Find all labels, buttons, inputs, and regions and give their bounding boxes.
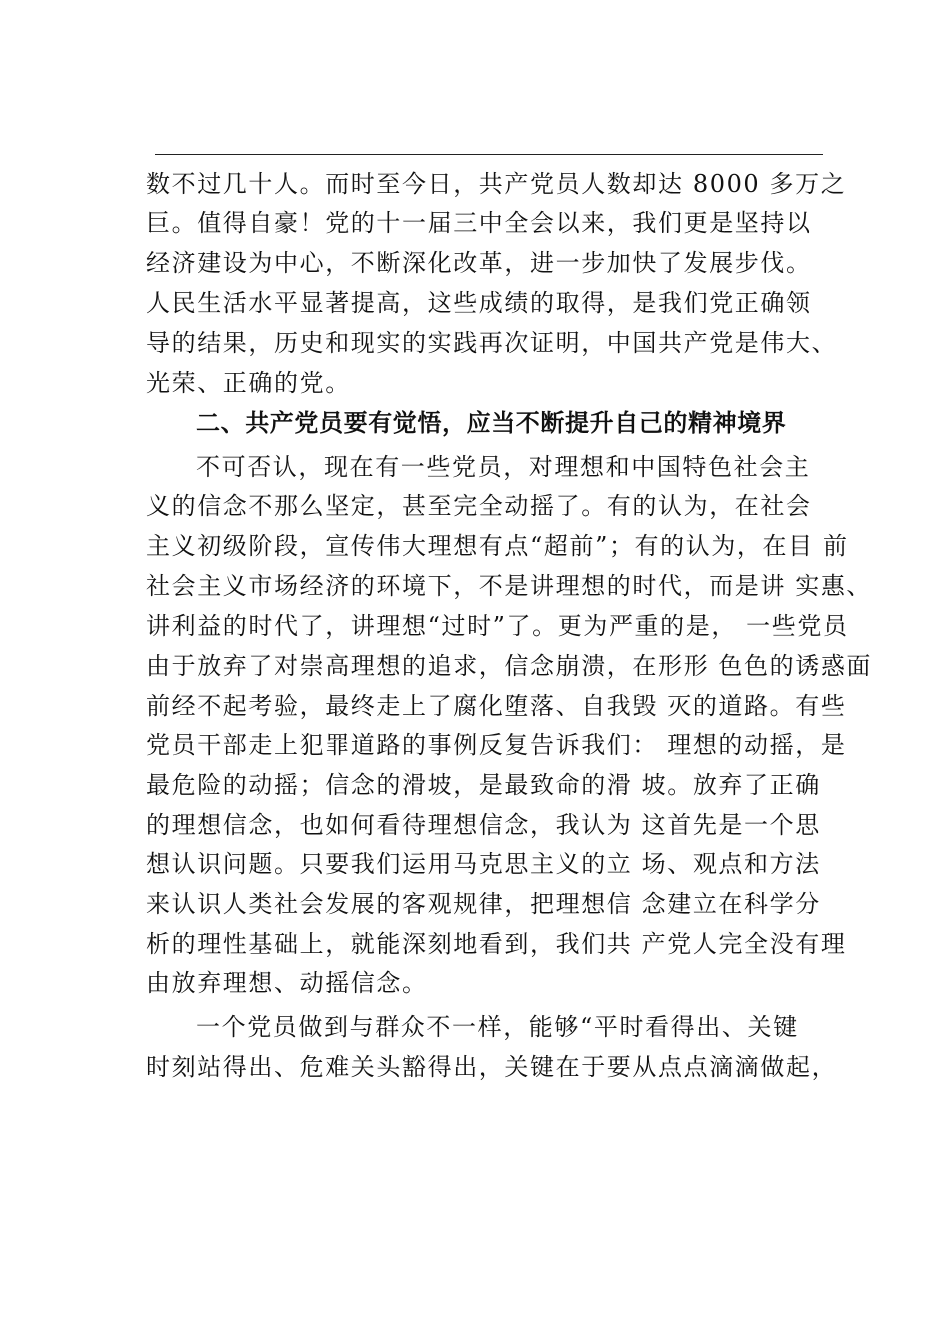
text-line: 主义初级阶段，宣传伟大理想有点“超前”；有的认为，在目 前 [146,532,849,560]
text-line: 析的理性基础上，就能深刻地看到，我们共 产党人完全没有理 [146,930,847,958]
text-line: 时刻站得出、危难关头豁得出，关键在于要从点点滴滴做起， [146,1053,838,1081]
text-line: 数不过几十人。而时至今日，共产党员人数却达 8000 多万之 [146,170,847,198]
section-heading: 二、共产党员要有觉悟，应当不断提升自己的精神境界 [196,409,787,437]
text-line: 党员干部走上犯罪道路的事例反复告诉我们： 理想的动摇，是 [146,731,847,759]
text-line: 一个党员做到与群众不一样，能够“平时看得出、关键 [196,1013,799,1041]
header-rule [155,154,823,155]
text-line: 由放弃理想、动摇信念。 [146,969,428,997]
text-line: 光荣、正确的党。 [146,369,351,397]
text-line: 前经不起考验，最终走上了腐化堕落、自我毁 灭的道路。有些 [146,692,847,720]
text-line: 由于放弃了对崇高理想的追求，信念崩溃，在形形 色色的诱惑面 [146,652,873,680]
text-line: 想认识问题。只要我们运用马克思主义的立 场、观点和方法 [146,850,821,878]
text-line: 最危险的动摇；信念的滑坡，是最致命的滑 坡。放弃了正确 [146,771,821,799]
text-line: 导的结果，历史和现实的实践再次证明，中国共产党是伟大、 [146,329,838,357]
text-line: 讲利益的时代了，讲理想“过时”了。更为严重的是， 一些党员 [146,612,849,640]
text-line: 的理想信念，也如何看待理想信念，我认为 这首先是一个思 [146,811,821,839]
text-line: 巨。值得自豪！党的十一届三中全会以来，我们更是坚持以 [146,209,812,237]
text-line: 义的信念不那么坚定，甚至完全动摇了。有的认为，在社会 [146,492,812,520]
text-line: 经济建设为中心，不断深化改革，进一步加快了发展步伐。 [146,249,812,277]
text-line: 来认识人类社会发展的客观规律，把理想信 念建立在科学分 [146,890,821,918]
text-line: 人民生活水平显著提高，这些成绩的取得，是我们党正确领 [146,289,812,317]
text-line: 社会主义市场经济的环境下，不是讲理想的时代，而是讲 实惠、 [146,572,873,600]
text-line: 不可否认，现在有一些党员，对理想和中国特色社会主 [196,453,811,481]
